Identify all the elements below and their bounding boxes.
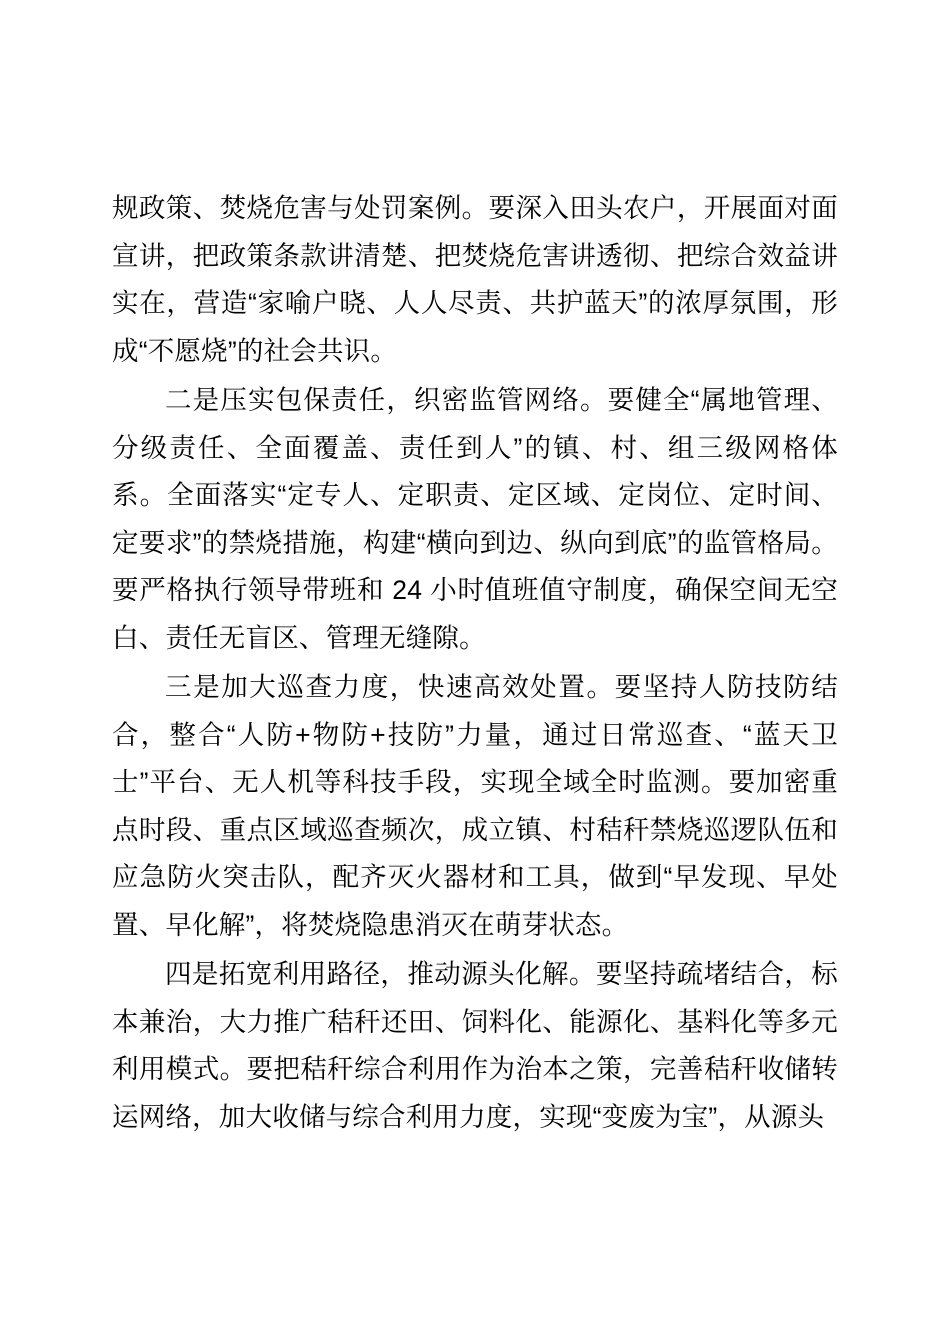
paragraph-continuation: 规政策、焚烧危害与处罚案例。要深入田头农户，开展面对面宣讲，把政策条款讲清楚、把焚烧危害讲透彻、把综合效益讲实在，营造“家喻户晓、人人尽责、共护蓝天”的浓厚氛围，形成“不愿烧”的社会共识。 [112,193,838,366]
document-body [112,185,838,1141]
paragraph-point-three: 三是加大巡查力度，快速高效处置。要坚持人防技防结合，整合“人防+物防+技防”力量，通过日常巡查、“蓝天卫士”平台、无人机等科技手段，实现全域全时监测。要加密重点时段、重点区域巡查频次，成立镇、村秸秆禁烧巡逻队伍和应急防火突击队，配齐灭火器材和工具，做到“早发现、早处置、早化解”，将焚烧隐患消灭在萌芽状态。 [112,672,838,940]
paragraph-point-four: 四是拓宽利用路径，推动源头化解。要坚持疏堵结合，标本兼治，大力推广秸秆还田、饲料化、能源化、基料化等多元利用模式。要把秸秆综合利用作为治本之策，完善秸秆收储转运网络，加大收储与综合利用力度，实现“变废为宝”，从源头 [112,959,838,1132]
paragraph-point-two: 二是压实包保责任，织密监管网络。要健全“属地管理、分级责任、全面覆盖、责任到人”的镇、村、组三级网格体系。全面落实“定专人、定职责、定区域、定岗位、定时间、定要求”的禁烧措施，构建“横向到边、纵向到底”的监管格局。要严格执行领导带班和 24 小时值班值守制度，确保空间无空白、责任无盲区、管理无缝隙。 [112,385,838,653]
